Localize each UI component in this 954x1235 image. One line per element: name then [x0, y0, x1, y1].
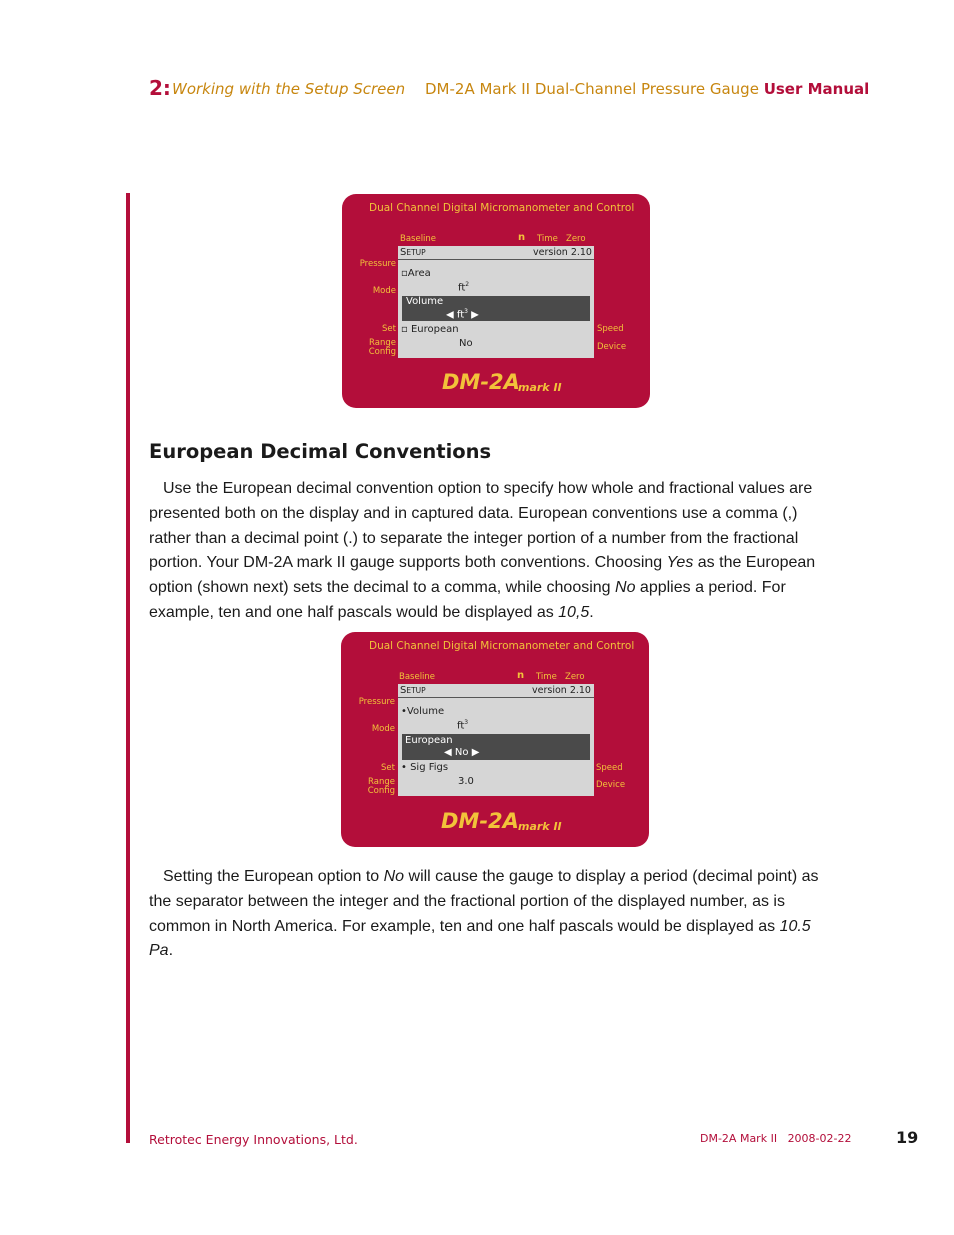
label-range: Range — [368, 777, 395, 787]
label-n: n — [518, 232, 526, 243]
label-baseline: Baseline — [400, 234, 437, 244]
label-set: Set — [382, 324, 396, 334]
row-sigfigs-value: 3.0 — [458, 776, 474, 787]
setup-s: S — [400, 247, 407, 258]
left-arrow-icon: ◀ — [444, 747, 452, 758]
para1-a: Use the European decimal convention option to specify how whole and fractional values are presented both on the display and in captured data. European conventions use a comma (,) rather than a decimal point (.) to separate the integer portion of a number from the fractional portion. Your DM-2A mark II gauge supports both conventions. Choosing — [149, 480, 813, 572]
doc-title — [425, 80, 869, 98]
row-volume-sup: 3 — [464, 308, 468, 315]
row-european-option: No — [454, 747, 469, 758]
row-volume-value — [446, 308, 479, 320]
footer-company: Retrotec Energy Innovations, Ltd. — [149, 1132, 358, 1147]
para2-no: No — [383, 868, 405, 885]
label-n: n — [517, 670, 525, 681]
label-baseline: Baseline — [399, 672, 436, 682]
para2-a: Setting the European option to — [163, 868, 384, 885]
label-device: Device — [596, 780, 626, 790]
device-panel-1 — [342, 194, 650, 408]
screen-header — [400, 685, 426, 696]
device-logo-sub: mark II — [518, 381, 562, 394]
row-area-unit: ft — [458, 282, 466, 294]
device-panel-2 — [341, 632, 649, 847]
label-speed: Speed — [597, 324, 624, 334]
row-volume-unit: ft — [457, 720, 465, 732]
row-area-sup: 2 — [465, 281, 470, 288]
label-mode: Mode — [372, 286, 396, 296]
lcd-screen — [398, 684, 594, 796]
para1-no: No — [615, 579, 636, 597]
para1-val: 10,5 — [558, 603, 590, 621]
para1-yes: Yes — [666, 554, 694, 572]
footer-model-date — [700, 1132, 852, 1145]
row-area-label: ▫Area — [401, 268, 431, 279]
chapter-title: Working with the Setup Screen — [172, 80, 406, 98]
paragraph-2 — [149, 865, 839, 964]
setup-rest: ETUP — [406, 686, 426, 695]
section-heading: European Decimal Conventions — [149, 440, 492, 463]
panel-title: Dual Channel Digital Micromanometer and Control — [369, 202, 635, 214]
left-margin-rule — [126, 193, 130, 1143]
label-speed: Speed — [596, 763, 623, 773]
left-arrow-icon: ◀ — [446, 309, 454, 321]
row-sigfigs-label: • Sig Figs — [401, 762, 449, 773]
label-set: Set — [381, 763, 395, 773]
label-zero: Zero — [565, 672, 585, 682]
row-volume-label: Volume — [406, 296, 444, 307]
footer-date: 2008-02-22 — [787, 1132, 852, 1145]
page-number: 19 — [896, 1128, 919, 1147]
row-volume-highlight[interactable] — [402, 296, 590, 321]
panel-title: Dual Channel Digital Micromanometer and Control — [369, 640, 635, 652]
screen-version: version 2.10 — [532, 685, 591, 696]
footer-model: DM-2A Mark II — [700, 1132, 778, 1145]
doc-title-text: DM-2A Mark II Dual-Channel Pressure Gauge — [425, 80, 759, 98]
device-logo: DM-2A — [442, 370, 520, 394]
row-european-highlight[interactable] — [402, 734, 590, 760]
para1-c: applies a period. For example, ten and one half pascals would be displayed as — [149, 579, 786, 621]
screen-header-rule — [398, 259, 594, 260]
setup-s: S — [400, 685, 407, 696]
label-config: Config — [368, 347, 396, 357]
screen-header-rule — [398, 697, 594, 698]
chapter-number: 2: — [149, 76, 171, 100]
para2-val: 10.5 Pa — [149, 917, 811, 960]
row-european-value: No — [459, 338, 473, 349]
row-volume-unit: ft — [456, 309, 465, 321]
label-range: Range — [369, 338, 396, 348]
setup-rest: ETUP — [406, 248, 426, 257]
right-arrow-icon: ▶ — [471, 309, 479, 321]
row-area-value — [458, 281, 469, 293]
screen-version: version 2.10 — [533, 247, 592, 258]
row-volume-label: •Volume — [401, 706, 445, 717]
label-pressure: Pressure — [359, 259, 396, 269]
device-logo-sub: mark II — [518, 820, 562, 833]
label-time: Time — [537, 234, 558, 244]
row-european-label: ▫ European — [401, 324, 459, 335]
row-volume-sup: 3 — [464, 719, 469, 726]
lcd-screen — [398, 246, 594, 358]
label-mode: Mode — [371, 724, 395, 734]
device-logo: DM-2A — [441, 809, 519, 833]
paragraph-1 — [149, 477, 839, 626]
screen-header — [400, 247, 426, 258]
doc-title-bold: User Manual — [763, 80, 870, 98]
label-config: Config — [367, 786, 395, 796]
label-time: Time — [536, 672, 557, 682]
para2-c: . — [168, 942, 174, 960]
row-european-label: European — [405, 735, 453, 746]
para2-b: will cause the gauge to display a period (decimal point) as the separator between the integer and the fractional portion of the displayed number, as is common in North America. For example, ten and one half pascals would be displayed as — [149, 868, 819, 935]
row-volume-value — [457, 719, 468, 731]
para1-d: . — [589, 603, 594, 621]
right-arrow-icon: ▶ — [471, 747, 480, 758]
para1-b: as the European option (shown next) sets the decimal to a comma, while choosing — [149, 554, 816, 597]
label-device: Device — [597, 342, 627, 352]
label-pressure: Pressure — [358, 697, 395, 707]
label-zero: Zero — [566, 234, 586, 244]
row-european-value — [444, 747, 479, 758]
